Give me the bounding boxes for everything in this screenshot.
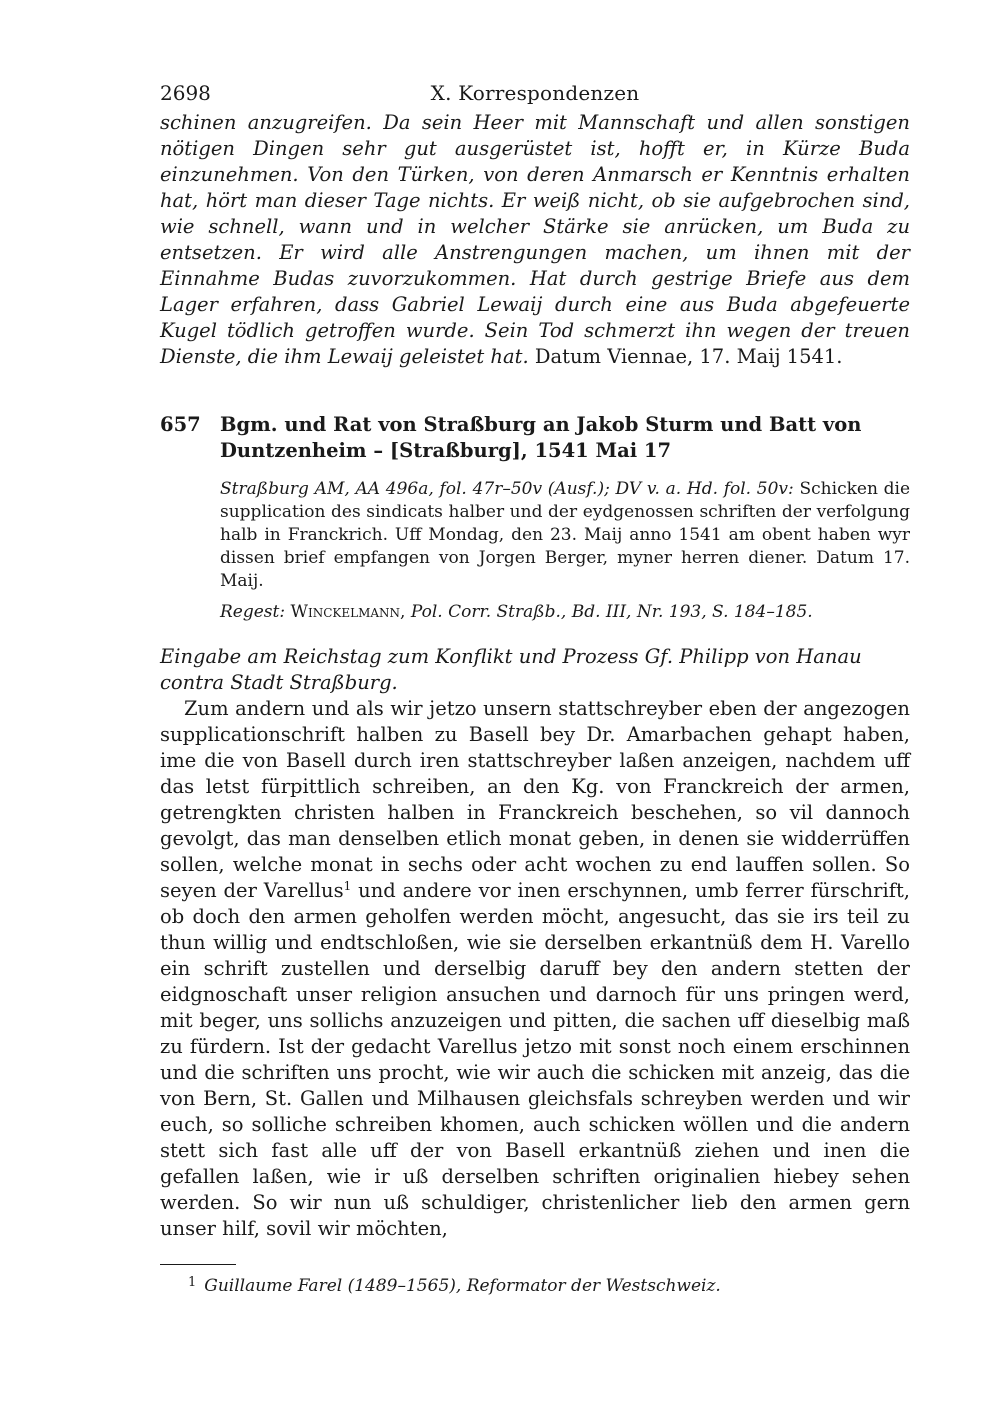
entry-summary: Eingabe am Reichstag zum Konflikt und Prozess Gf. Philipp von Hanau contra Stadt Straßburg. — [160, 645, 862, 694]
entry-heading — [160, 412, 910, 464]
continuation-paragraph — [160, 110, 910, 370]
footnote-text: Guillaume Farel (1489–1565), Reformator der Westschweiz. — [204, 1276, 721, 1296]
source-description — [220, 478, 910, 593]
source-reference: Straßburg AM, AA 496a, fol. 47r–50v (Ausf.); DV v. a. Hd. fol. 50v: — [220, 479, 794, 499]
source-text: Schicken die supplication des sindicats halber und der eydgenossen schriften der verfolgung halb in Franckrich. Uff Mondag, den 23. Maij anno 1541 am obent haben wyr dissen brief empfangen von Jorgen Berger, myner herren diener. Datum 17. Maij. — [220, 479, 911, 591]
footnote-divider — [160, 1264, 236, 1265]
regest-reference: Pol. Corr. Straßb., Bd. III, Nr. 193, S. 184–185. — [410, 602, 813, 622]
regest-author: Winckelmann, — [290, 602, 406, 622]
footnote-mark: 1 — [188, 1275, 197, 1290]
footnote-reference[interactable]: 1 — [343, 879, 352, 893]
running-head — [160, 80, 910, 110]
letter-body — [160, 696, 910, 1242]
continuation-dating: Datum Viennae, 17. Maij 1541. — [534, 345, 843, 368]
letter-body-part-2: und andere vor inen erschynnen, umb ferrer fürschrift, ob doch den armen geholfen werden möcht, angesucht, das sie irs teil zu thun willig und endtschloßen, wie sie derselben erkantnüß dem H. Varello ein schrift zustellen und derselbig daruff bey den andern stetten der eidgnoschaft unser religion ansuchen und darnoch für uns pringen werd, mit beger, uns sollichs anzuzeigen und pitten, die sachen uff dieselbig maß zu fürdern. Ist der gedacht Varellus jetzo mit sonst noch einem erschinnen und die schriften uns procht, wie wir auch die schicken mit anzeig, das die von Bern, St. Gallen und Milhausen gleichsfals schreyben werden und wir euch, so solliche schreiben khomen, auch schicken wöllen und die andern stett sich fast alle uff der von Basell erkantnüß ziehen und inen die gefallen laßen, wie ir uß derselben schriften originalien hiebey sehen werden. So wir nun uß schuldiger, christenlicher lieb den armen gern unser hilf, sovil wir möchten, — [160, 879, 910, 1240]
page-number: 2698 — [160, 81, 211, 105]
running-title: X. Korrespondenzen — [430, 81, 640, 105]
footnote — [160, 1271, 910, 1298]
entry-number: 657 — [160, 413, 201, 436]
continuation-summary: schinen anzugreifen. Da sein Heer mit Mannschaft und allen sonstigen nötigen Dingen sehr gut ausgerüstet ist, hofft er, in Kürze Buda einzunehmen. Von den Türken, von deren Anmarsch er Kenntnis erhalten hat, hört man dieser Tage nichts. Er weiß nicht, ob sie aufgebrochen sind, wie schnell, wann und in welcher Stärke sie anrücken, um Buda zu entsetzen. Er wird alle Anstrengungen machen, um ihnen mit der Einnahme Budas zuvorzukommen. Hat durch gestrige Briefe aus dem Lager erfahren, dass Gabriel Lewaij durch eine aus Buda abgefeuerte Kugel tödlich getroffen wurde. Sein Tod schmerzt ihn wegen der treuen Dienste, die ihm Lewaij geleistet hat. — [160, 111, 910, 368]
document-page — [160, 80, 910, 1298]
entry-title: Bgm. und Rat von Straßburg an Jakob Sturm und Batt von Duntzenheim – [Straßburg], 1541 Mai 17 — [220, 413, 862, 462]
regest-line — [220, 601, 910, 624]
regest-label: Regest: — [220, 602, 286, 622]
letter-body-part-1: Zum andern und als wir jetzo unsern stattschreyber eben der angezogen supplicationschrift halben zu Basell bey Dr. Amarbachen gehapt haben, ime die von Basell durch iren stattschreyber laßen anzeigen, nachdem uff das letst fürpittlich schreiben, an den Kg. von Franckreich der armen, getrengkten christen halben in Franckreich beschehen, so vil dannoch gevolgt, das man denselben etlich monat geben, in denen sie widderrüffen sollen, welche monat in sechs oder acht wochen zu end lauffen sollen. So seyen der Varellus — [160, 697, 910, 902]
